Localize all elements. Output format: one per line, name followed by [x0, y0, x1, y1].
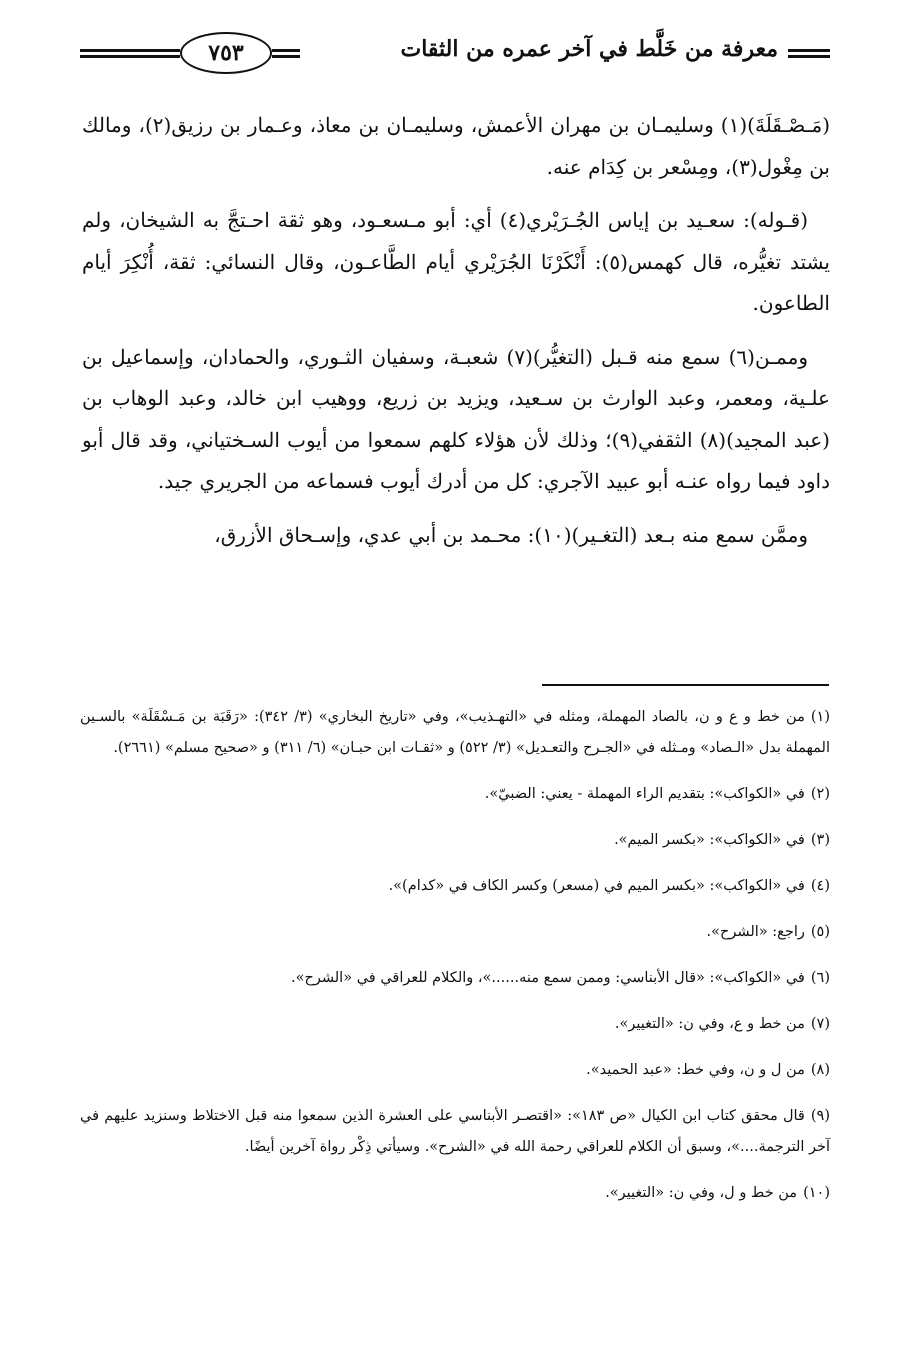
paragraph-1: (مَـصْـقَلَةَ)(١) وسليمـان بن مهران الأعمش، وسليمـان بن معاذ، وعـمار بن رزيق(٢)، ومالك بن مِغْول(٣)، ومِسْعر بن كِدَام عنه. [82, 113, 831, 179]
header-rule-right [788, 49, 830, 58]
footnote-6 [80, 963, 830, 994]
footnote-text: من خط و ع و ن، بالصاد المهملة، ومثله في «التهـذيب»، وفي «تاريخ البخاري» (٣/ ٣٤٢): «رَقَبَة بن مَـسْقَلَة» بالسـين المهملة بدل «الـصاد» ومـثله في «الجـرح والتعـديل» (٣/ ٥٢٢) و «ثقـات ابن حبـان» (٦/ ٣١١) و «صحيح مسلم» (٢٦٦١). [80, 709, 830, 756]
footnote-text: من خط و ل، وفي ن: «التغيير». [605, 1185, 798, 1201]
footnote-10 [80, 1178, 830, 1209]
footnote-number: (٥) [810, 924, 830, 940]
paragraph-4: وممَّن سمع منه بـعد (التغـير)(١٠): محـمد بن أبي عدي، وإسـحاق الأزرق، [214, 522, 808, 547]
footnote-7 [80, 1009, 830, 1040]
footnote-2 [80, 779, 830, 810]
footnote-8 [80, 1055, 830, 1086]
footnote-text: من خط و ع، وفي ن: «التغيير». [614, 1016, 805, 1032]
footnote-number: (٧) [810, 1016, 830, 1032]
paragraph-2: (قـوله): سعـيد بن إياس الجُـرَيْري(٤) أي: أبو مـسعـود، وهو ثقة احـتجَّ به الشيخان، ولم يشتد تغيُّره، قال كهمس(٥): أَنْكَرْنَا الجُرَيْري أيام الطَّاعـون، وقال النسائي: ثقة، أُنْكِرَ أيام الطاعون. [82, 208, 830, 315]
footnote-3 [80, 825, 830, 856]
footnote-text: في «الكواكب»: «بكسر الميم». [614, 832, 805, 848]
footnote-text: في «الكواكب»: «بكسر الميم في (مسعر) وكسر الكاف في «كدام)». [388, 878, 805, 894]
footnote-4 [80, 871, 830, 902]
footnote-text: من ل و ن، وفي خط: «عبد الحميد». [586, 1062, 805, 1078]
header-rule-left [80, 49, 180, 58]
footnote-number: (١) [810, 709, 830, 725]
footnote-number: (٦) [810, 970, 830, 986]
footnote-text: راجع: «الشرح». [706, 924, 805, 940]
footnotes [80, 702, 830, 1224]
footnote-number: (٤) [810, 878, 830, 894]
footnote-5 [80, 917, 830, 948]
header-rule-middle [272, 49, 300, 58]
footnote-number: (٢) [810, 786, 830, 802]
footnote-separator [542, 684, 829, 686]
paragraph-3: وممـن(٦) سمع منه قـبل (التغيُّر)(٧) شعبـة، وسفيان الثـوري، والحمادان، وإسماعيل بن علـية، ومعمر، وعبد الوارث بن سـعيد، ويزيد بن زريع، ووهيب ابن خالد، وعبد الوهاب بن (عبد المجيد)(٨) الثقفي(٩)؛ وذلك لأن هؤلاء كلهم سمعوا من أيوب السـختياني، وقد قال أبو داود فيما رواه عنـه أبو عبيد الآجري: كل من أدرك أيوب فسماعه من الجريري جيد. [82, 344, 830, 493]
footnote-text: قال محقق كتاب ابن الكيال «ص ١٨٣»: «اقتصـر الأبناسي على العشرة الذين سمعوا منه قبل الاختلاط وسنزيد عليهم في آخر الترجمة....»، وسبق أن الكلام للعراقي رحمة الله في «الشرح». وسيأتي ذِكْر رواة آخرين أيضًا. [80, 1108, 830, 1155]
footnote-number: (٣) [810, 832, 830, 848]
footnote-text: في «الكواكب»: «قال الأبناسي: وممن سمع منه......»، والكلام للعراقي في «الشرح». [290, 970, 805, 986]
footnote-1 [80, 702, 830, 764]
footnote-number: (٩) [810, 1108, 830, 1124]
running-title: معرفة من خَلَّط في آخر عمره من الثقات [400, 36, 778, 62]
footnote-number: (١٠) [803, 1185, 830, 1201]
main-text [82, 105, 830, 568]
page-number: ٧٥٣ [180, 32, 272, 74]
footnote-text: في «الكواكب»: بتقديم الراء المهملة - يعني: الضبيّ». [484, 786, 805, 802]
footnote-number: (٨) [810, 1062, 830, 1078]
footnote-9 [80, 1101, 830, 1163]
page-header [70, 22, 830, 84]
